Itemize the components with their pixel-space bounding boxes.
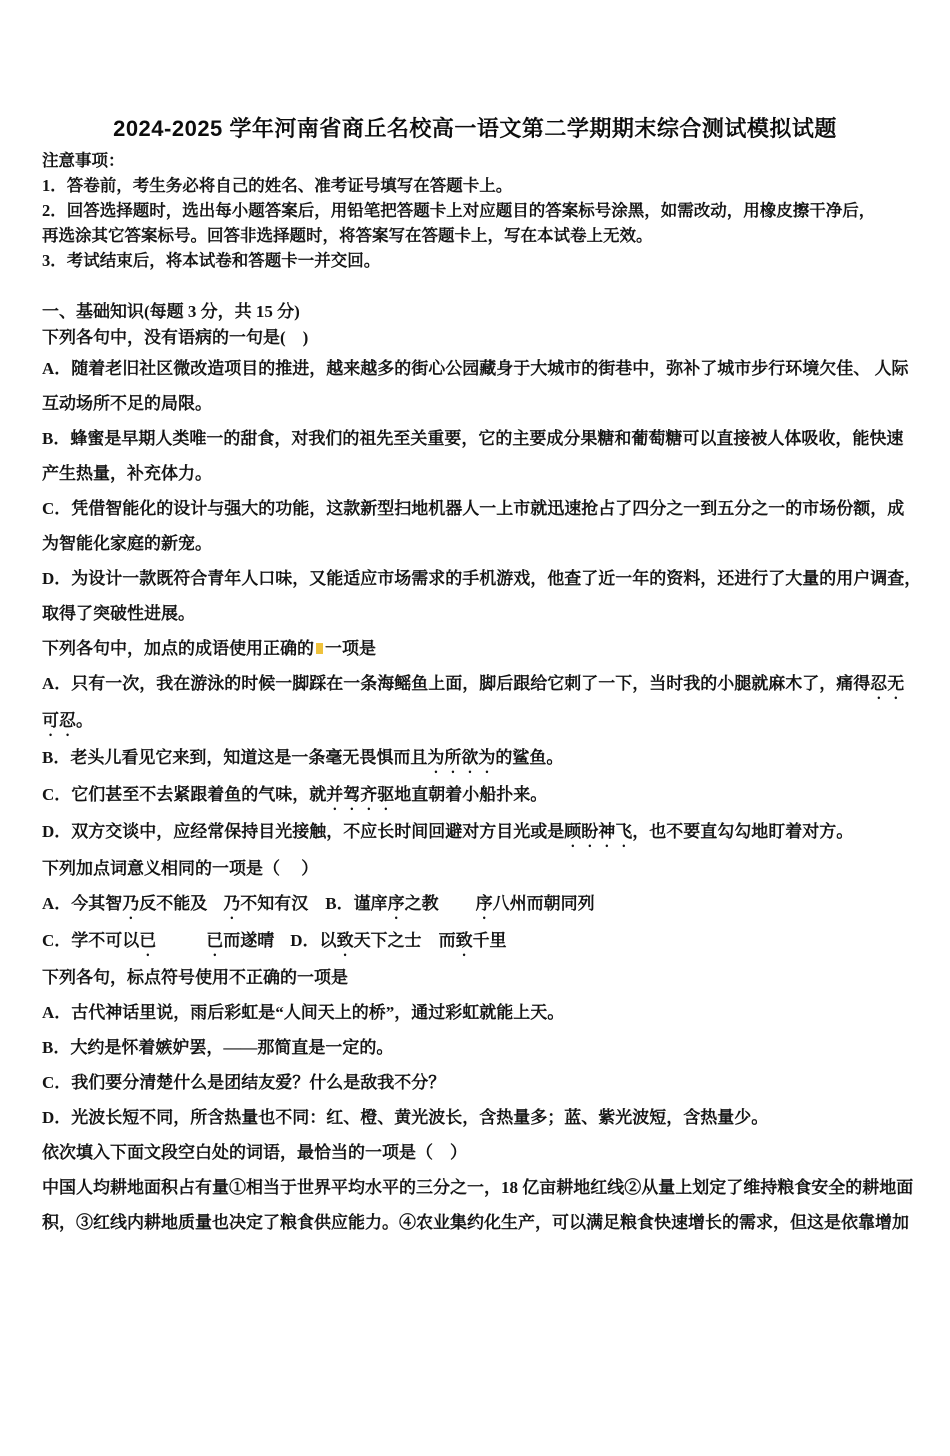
emphasized-text: 致 bbox=[336, 931, 354, 950]
option-line bbox=[42, 351, 908, 386]
emphasized-text: 序 bbox=[475, 894, 493, 913]
option-line bbox=[42, 596, 908, 631]
option-line bbox=[42, 561, 922, 596]
text-span: C．我们要分清楚什么是团结友爱？什么是敌我不分？ bbox=[42, 1073, 446, 1092]
option-line bbox=[42, 456, 908, 491]
text-span: C．学不可以 bbox=[42, 931, 140, 950]
text-span: 再选涂其它答案标号。回答非选择题时，将答案写在答题卡上，写在本试卷上无效。 bbox=[42, 226, 653, 245]
text-span: 千里 bbox=[472, 931, 507, 950]
emphasized-text: 致 bbox=[455, 931, 473, 950]
option-line bbox=[42, 526, 908, 561]
text-span: 积，③红线内耕地质量也决定了粮食供应能力。④农业集约化生产，可以满足粮食快速增长的需求，但这是依靠增加 bbox=[42, 1213, 909, 1232]
text-span: B．谨庠 bbox=[325, 894, 388, 913]
text-span: 为智能化家庭的新宠。 bbox=[42, 534, 212, 553]
question-stem bbox=[42, 325, 908, 351]
text-span: 取得了突破性进展。 bbox=[42, 604, 195, 623]
notice-item bbox=[42, 248, 908, 273]
emphasized-text: 忍无 bbox=[870, 674, 905, 693]
notice-item bbox=[42, 173, 908, 198]
question-stem bbox=[42, 851, 908, 886]
option-line bbox=[42, 740, 908, 777]
text-span: 不知有汉 bbox=[240, 894, 309, 913]
option-line bbox=[42, 886, 908, 923]
emphasized-text: 乃 bbox=[223, 894, 241, 913]
text-span: 地直朝着小船扑来。 bbox=[394, 785, 548, 804]
section-heading bbox=[42, 299, 908, 325]
text-span: A．随着老旧社区微改造项目的推进，越来越多的街心公园藏身于大城市的街巷中，弥补了城市步行环境欠佳、 人际 bbox=[42, 359, 909, 378]
text-span: D．以 bbox=[290, 931, 337, 950]
text-span: A．古代神话里说，雨后彩虹是“人间天上的桥”，通过彩虹就能上天。 bbox=[42, 1003, 565, 1022]
emphasized-text: 已 bbox=[139, 931, 157, 950]
option-line bbox=[42, 421, 908, 456]
text-span: 1．答卷前，考生务必将自己的姓名、准考证号填写在答题卡上。 bbox=[42, 176, 513, 195]
text-span: 反不能及 bbox=[139, 894, 208, 913]
text-span: 注意事项： bbox=[42, 151, 125, 170]
notice-item bbox=[42, 198, 908, 223]
notice-item bbox=[42, 223, 908, 248]
text-span: 下列加点词意义相同的一项是（ ） bbox=[42, 859, 319, 878]
option-line bbox=[42, 777, 908, 814]
text-span: 而 bbox=[438, 931, 456, 950]
notice-heading bbox=[42, 148, 908, 173]
emphasized-text: 乃 bbox=[122, 894, 140, 913]
text-span: B．老头儿看见它来到，知道这是一条毫无畏惧而且 bbox=[42, 748, 428, 767]
highlight-mark bbox=[316, 643, 323, 654]
exam-page bbox=[0, 112, 950, 1240]
question-stem bbox=[42, 960, 908, 995]
option-line bbox=[42, 1100, 908, 1135]
option-line bbox=[42, 995, 908, 1030]
text-span: 。 bbox=[76, 711, 93, 730]
text-span: D．光波长短不同，所含热量也不同：红、橙、黄光波长，含热量多；蓝、紫光波短，含热量少。 bbox=[42, 1108, 769, 1127]
emphasized-text: 可忍 bbox=[42, 711, 76, 730]
text-span: 下列各句中，没有语病的一句是( ) bbox=[42, 328, 309, 347]
document-body bbox=[42, 148, 922, 1240]
passage-line bbox=[42, 1205, 908, 1240]
blank-spacer bbox=[42, 273, 908, 299]
emphasized-text: 并驾齐驱 bbox=[326, 785, 395, 804]
option-line bbox=[42, 666, 908, 703]
text-span: 而遂晴 bbox=[223, 931, 275, 950]
text-span: D．双方交谈中，应经常保持目光接触，不应长时间回避对方目光或是 bbox=[42, 822, 565, 841]
emphasized-text: 顾盼神飞 bbox=[564, 822, 633, 841]
text-span: 之教 bbox=[404, 894, 439, 913]
text-span: 产生热量，补充体力。 bbox=[42, 464, 212, 483]
text-span: B．蜂蜜是早期人类唯一的甜食，对我们的祖先至关重要，它的主要成分果糖和葡萄糖可以直接被人体吸收，能快速 bbox=[42, 429, 904, 448]
text-span: 一项是 bbox=[325, 639, 376, 658]
text-span: C．它们甚至不去紧跟着鱼的气味，就 bbox=[42, 785, 327, 804]
text-span: 2．回答选择题时，选出每小题答案后，用铅笔把答题卡上对应题目的答案标号涂黑，如需改动，用橡皮擦干净后， bbox=[42, 201, 876, 220]
emphasized-text: 为所欲为 bbox=[427, 748, 496, 767]
page-title: 2024-2025 学年河南省商丘名校高一语文第二学期期末综合测试模拟试题 bbox=[113, 116, 837, 141]
option-line bbox=[42, 814, 908, 851]
emphasized-text: 序 bbox=[387, 894, 405, 913]
text-span: 的鲨鱼。 bbox=[495, 748, 564, 767]
passage-line bbox=[42, 1170, 914, 1205]
text-span: 一、基础知识(每题 3 分，共 15 分) bbox=[42, 302, 300, 321]
text-span: 天下之士 bbox=[353, 931, 422, 950]
text-span: ，也不要直勾勾地盯着对方。 bbox=[632, 822, 854, 841]
option-line bbox=[42, 1065, 908, 1100]
text-span: C．凭借智能化的设计与强大的功能，这款新型扫地机器人一上市就迅速抢占了四分之一到五分之一的市场份额，成 bbox=[42, 499, 905, 518]
option-line bbox=[42, 703, 908, 740]
question-stem bbox=[42, 631, 908, 666]
option-line bbox=[42, 923, 908, 960]
text-span: A．今其智 bbox=[42, 894, 123, 913]
text-span: 下列各句，标点符号使用不正确的一项是 bbox=[42, 968, 348, 987]
text-span: 八州而朝同列 bbox=[492, 894, 595, 913]
option-line bbox=[42, 1030, 908, 1065]
question-stem bbox=[42, 1135, 908, 1170]
text-span: 中国人均耕地面积占有量①相当于世界平均水平的三分之一，18 亿亩耕地红线②从量上划定了维持粮食安全的耕地面 bbox=[42, 1178, 914, 1197]
emphasized-text: 已 bbox=[206, 931, 224, 950]
option-line bbox=[42, 386, 908, 421]
text-span: 3．考试结束后，将本试卷和答题卡一并交回。 bbox=[42, 251, 381, 270]
text-span: D．为设计一款既符合青年人口味，又能适应市场需求的手机游戏，他查了近一年的资料，还进行了大量的用户调查， bbox=[42, 569, 922, 588]
text-span: B．大约是怀着嫉妒罢，——那简直是一定的。 bbox=[42, 1038, 394, 1057]
text-span: 下列各句中，加点的成语使用正确的 bbox=[42, 639, 314, 658]
text-span: 依次填入下面文段空白处的词语，最恰当的一项是（ ） bbox=[42, 1143, 467, 1162]
text-span: 互动场所不足的局限。 bbox=[42, 394, 212, 413]
option-line bbox=[42, 491, 908, 526]
text-span: A．只有一次，我在游泳的时候一脚踩在一条海鳐鱼上面，脚后跟给它刺了一下，当时我的小腿就麻木了，痛得 bbox=[42, 674, 871, 693]
